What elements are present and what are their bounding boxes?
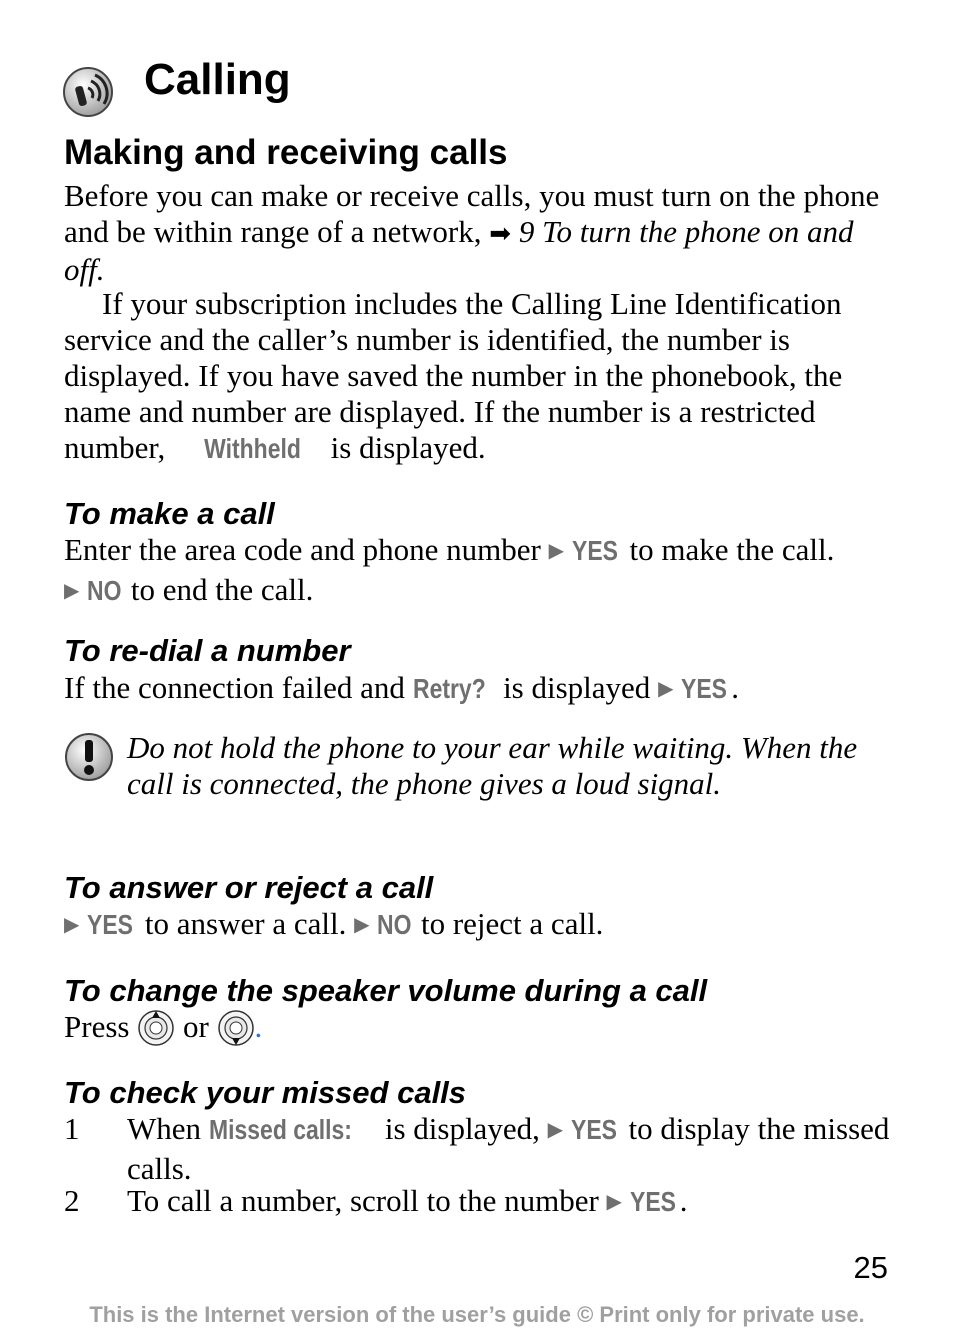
intro-text: Before you can make or receive calls, you must turn on the phone and be within range of a network,: [64, 178, 880, 249]
select-arrow-icon: ▶: [548, 540, 564, 562]
warning-note: Do not hold the phone to your ear while waiting. When the call is connected, the phone gives a loud signal.: [127, 730, 858, 801]
answer-title: To answer or reject a call: [64, 870, 434, 905]
select-arrow-icon: ▶: [354, 914, 370, 936]
redial-text: [64, 670, 894, 710]
select-arrow-icon: ▶: [547, 1119, 563, 1141]
missed-step-1: [127, 1111, 897, 1187]
step-number: 1: [64, 1111, 80, 1146]
missed-step-2: [127, 1183, 897, 1223]
select-arrow-icon: ▶: [606, 1191, 622, 1213]
intro-paragraph-2: [64, 286, 894, 467]
or-text: or: [182, 1009, 209, 1044]
volume-text: [64, 1009, 894, 1047]
make-call-end: to make the call.: [629, 532, 835, 567]
intro-paragraph-1: [64, 178, 894, 288]
no-key-label: NO: [87, 575, 122, 606]
step-text: When: [127, 1111, 202, 1146]
make-call-instruction: Enter the area code and phone number: [64, 532, 541, 567]
reference-arrow-icon: ➡: [489, 219, 512, 248]
volume-up-key-icon: [137, 1009, 175, 1047]
chapter-title: Calling: [144, 55, 291, 104]
make-call-text: [64, 532, 894, 612]
select-arrow-icon: ▶: [64, 914, 80, 936]
caller-id-end: is displayed.: [330, 430, 486, 465]
volume-title: To change the speaker volume during a call: [64, 973, 708, 1008]
yes-key-label: YES: [629, 1186, 676, 1217]
volume-period: .: [254, 1009, 263, 1044]
withheld-display-text: Withheld: [204, 433, 301, 464]
step-text: to display the missed calls.: [127, 1111, 890, 1186]
volume-down-key-icon: [217, 1009, 255, 1047]
step-number: 2: [64, 1183, 80, 1218]
yes-key-label: YES: [571, 535, 618, 566]
section-title: Making and receiving calls: [64, 133, 508, 172]
footer-notice: This is the Internet version of the user’s guide © Print only for private use.: [89, 1302, 865, 1327]
redial-title: To re-dial a number: [64, 633, 351, 668]
yes-key-label: YES: [681, 673, 728, 704]
answer-text: [64, 906, 894, 946]
select-arrow-icon: ▶: [64, 580, 80, 602]
cross-reference: 9 To turn the phone on and off: [64, 214, 854, 287]
make-call-title: To make a call: [64, 496, 275, 531]
select-arrow-icon: ▶: [658, 678, 674, 700]
yes-key-label: YES: [87, 909, 134, 940]
step-period: .: [679, 1183, 688, 1218]
end-call-text: to end the call.: [130, 572, 314, 607]
step-text: is displayed,: [384, 1111, 540, 1146]
phone-calling-icon: [62, 66, 114, 118]
reject-call-text: to reject a call.: [420, 906, 604, 941]
redial-instruction: If the connection failed and: [64, 670, 405, 705]
chapter-header: [62, 50, 662, 130]
retry-display-text: Retry?: [412, 673, 486, 704]
no-key-label: NO: [377, 909, 412, 940]
yes-key-label: YES: [570, 1114, 617, 1145]
missed-calls-display-text: Missed calls:: [208, 1114, 352, 1145]
missed-title: To check your missed calls: [64, 1075, 467, 1110]
page-number: 25: [853, 1250, 888, 1285]
redial-displayed: is displayed: [503, 670, 651, 705]
intro-period: .: [96, 252, 105, 287]
redial-period: .: [731, 670, 739, 705]
caller-id-text: If your subscription includes the Calling Line Identification service and the caller’s number is identified, the number is displayed. If you have saved the number in the phonebook, the name and number are displayed. If the number is a restricted number,: [64, 286, 843, 465]
press-text: Press: [64, 1009, 130, 1044]
exclamation-icon: [64, 732, 114, 782]
answer-call-text: to answer a call.: [144, 906, 347, 941]
step-text: To call a number, scroll to the number: [127, 1183, 599, 1218]
